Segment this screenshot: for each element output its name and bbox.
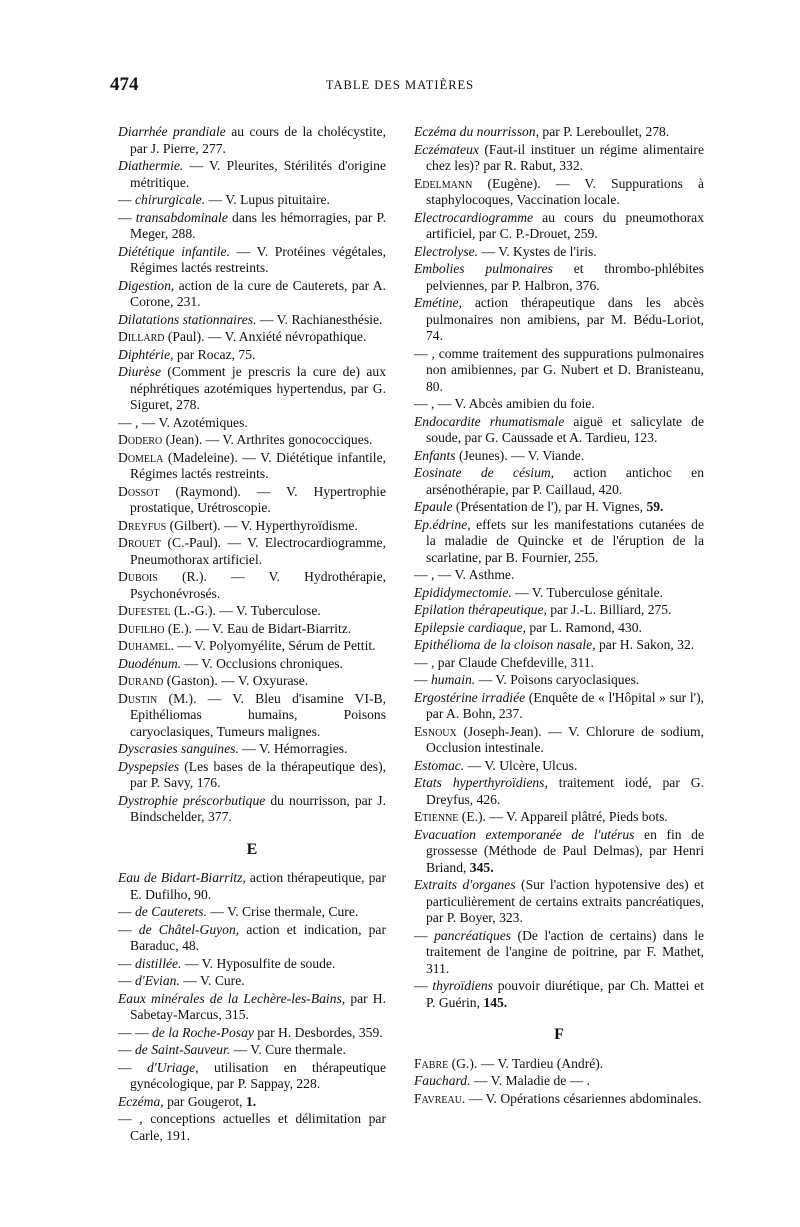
entry-heading: pancréatiques	[434, 927, 512, 943]
index-entry	[414, 261, 704, 294]
entry-heading: humain.	[431, 672, 476, 687]
index-entry	[414, 637, 704, 654]
section-letter: E	[246, 840, 258, 858]
index-entry	[414, 244, 704, 261]
index-entry	[414, 690, 704, 723]
index-entry	[414, 448, 704, 465]
entry-text: dans les hémorragies, par P. Meger, 288.	[130, 209, 386, 241]
index-entry	[118, 691, 386, 741]
entry-text: — , conceptions actuelles et délimitation par Carle, 191.	[118, 1111, 386, 1143]
entry-heading: Eczémateux	[414, 141, 479, 157]
entry-text: utilisation en thérapeutique gynécologique, par P. Sappay, 228.	[130, 1059, 386, 1091]
entry-text: (Sur l'action hypotensive des) et particulièrement de certains extraits pancréatiques, par P. Boyer, 323.	[426, 877, 704, 925]
entry-text: action de la cure de Cauterets, par A. Corone, 231.	[130, 277, 386, 309]
entry-heading: Fauchard.	[414, 1073, 471, 1088]
entry-heading: Dufilho	[118, 620, 165, 636]
entry-heading: de Châtel-Guyon,	[138, 921, 240, 937]
entry-heading: Eczéma du nourrisson,	[414, 124, 539, 139]
entry-text: pouvoir diurétique, par Ch. Mattei et P. Guérin,	[426, 978, 704, 1010]
entry-prefix: —	[118, 955, 135, 971]
entry-heading: Embolies pulmonaires	[414, 261, 553, 276]
entry-heading: Dodero	[118, 432, 163, 447]
entry-heading: Eau de Bidart-Biarritz,	[118, 870, 246, 885]
index-entry	[118, 793, 386, 826]
entry-prefix: —	[118, 192, 135, 207]
entry-text: (Jeunes). — V. Viande.	[455, 447, 585, 463]
index-entry	[414, 978, 704, 1011]
entry-prefix: — —	[118, 1024, 152, 1040]
entry-heading: Drouet	[118, 535, 162, 550]
entry-text: — V. Opérations césariennes abdominales.	[465, 1090, 702, 1106]
entry-heading: Duhamel.	[118, 638, 174, 653]
entry-text: aiguë et salicylate de soude, par G. Caussade et A. Tardieu, 123.	[426, 413, 704, 445]
section-letter: F	[554, 1026, 564, 1043]
index-entry	[118, 1025, 386, 1042]
index-entry	[118, 741, 386, 758]
index-entry	[414, 1091, 704, 1108]
index-entry	[414, 602, 704, 619]
entry-text: action thérapeutique, par E. Dufilho, 90.	[130, 870, 386, 902]
entry-heading: Dufestel	[118, 603, 171, 618]
entry-heading: Emétine,	[414, 295, 462, 310]
entry-text: en fin de grossesse (Méthode de Paul Delmas), par Henri Briand,	[426, 826, 704, 875]
index-entry	[118, 1042, 386, 1059]
index-entry	[414, 827, 704, 877]
entry-text: par P. Lereboullet, 278.	[539, 124, 670, 139]
entry-text: — V. Lupus pituitaire.	[205, 192, 330, 207]
entry-text: — V. Cure.	[179, 973, 245, 988]
entry-text: — V. Hémorragies.	[238, 741, 348, 756]
entry-heading: de la Roche-Posay	[151, 1024, 254, 1040]
entry-text: — V. Ulcère, Ulcus.	[464, 757, 578, 773]
entry-heading: Endocardite rhumatismale	[414, 413, 565, 429]
entry-heading: d'Evian.	[135, 973, 180, 988]
entry-heading: Digestion,	[118, 277, 175, 293]
page-number: 474	[110, 74, 139, 95]
index-entry	[414, 585, 704, 602]
entry-heading: Epididymectomie.	[414, 584, 512, 600]
entry-text: — , comme traitement des suppurations pulmonaires non amibiennes, par G. Nubert et D. Branisteanu, 80.	[414, 345, 704, 394]
index-entry	[414, 346, 704, 396]
index-entry	[118, 956, 386, 973]
entry-text: — V. Maladie de — .	[470, 1073, 591, 1088]
index-entry	[118, 312, 386, 329]
index-entry	[414, 877, 704, 927]
index-entry	[118, 1094, 386, 1111]
entry-text: — V. Tuberculose génitale.	[511, 584, 664, 600]
entry-heading: Evacuation extemporanée de l'utérus	[414, 826, 635, 842]
entry-heading: Dossot	[118, 483, 160, 499]
index-entry	[118, 904, 386, 921]
entry-text: — V. Kystes de l'iris.	[478, 243, 597, 259]
entry-text: (Raymond). — V. Hypertrophie prostatique, Urétroscopie.	[130, 483, 386, 515]
index-entry	[414, 176, 704, 209]
entry-text: — , — V. Abcès amibien du foie.	[414, 396, 595, 411]
entry-text: par H. Sakon, 32.	[595, 637, 695, 652]
index-entry	[118, 278, 386, 311]
entry-text: (Paul). — V. Anxiété névropathique.	[164, 329, 367, 344]
entry-heading: Electrolyse.	[414, 243, 479, 259]
entry-heading: de Saint-Sauveur.	[135, 1042, 231, 1057]
entry-text: — V. Protéines végétales, Régimes lactés restreints.	[130, 243, 386, 275]
entry-text: — , — V. Asthme.	[414, 567, 515, 582]
entry-prefix: —	[414, 672, 431, 687]
entry-text: (Présentation de l'), par H. Vignes,	[452, 499, 647, 514]
running-title: TABLE DES MATIÈRES	[325, 78, 475, 92]
left-column	[118, 124, 386, 1145]
index-entry	[414, 567, 704, 584]
index-entry	[118, 518, 386, 535]
entry-page-bold: 145.	[483, 994, 508, 1010]
entry-heading: Epilation thérapeutique,	[414, 602, 547, 617]
entry-heading: transabdominale	[135, 209, 228, 225]
entry-heading: Enfants	[414, 447, 456, 463]
index-entry	[414, 499, 704, 516]
index-entry	[414, 724, 704, 757]
entry-heading: Dubois	[118, 569, 158, 584]
index-entry	[118, 124, 386, 157]
index-entry	[118, 450, 386, 483]
entry-prefix: —	[118, 1042, 135, 1057]
index-entry	[414, 396, 704, 413]
entry-text: par H. Sabetay-Marcus, 315.	[130, 990, 386, 1022]
index-entry	[414, 210, 704, 243]
index-entry	[118, 638, 386, 655]
entry-heading: Epilepsie cardiaque,	[414, 619, 526, 635]
entry-heading: Dillard	[118, 329, 165, 344]
entry-text: — V. Pleurites, Stérilités d'origine métritique.	[130, 158, 386, 190]
index-entry	[118, 569, 386, 602]
entry-page-bold: 1.	[245, 1093, 257, 1109]
index-entry	[118, 656, 386, 673]
entry-text: (Gilbert). — V. Hyperthyroïdisme.	[166, 517, 358, 533]
index-entry	[118, 973, 386, 990]
entry-heading: Diphtérie,	[118, 346, 174, 362]
index-entry	[118, 1060, 386, 1093]
index-entry	[414, 295, 704, 345]
entry-heading: Epaule	[414, 499, 453, 514]
entry-text: action thérapeutique dans les abcès pulmonaires non amibiens, par M. Bédu-Loriot, 74.	[426, 295, 704, 343]
index-entry	[118, 347, 386, 364]
index-entry	[118, 432, 386, 449]
entry-text: — V. Cure thermale.	[230, 1042, 346, 1057]
index-entry	[118, 415, 386, 432]
entry-text: (L.-G.). — V. Tuberculose.	[170, 603, 321, 618]
index-entry	[414, 620, 704, 637]
entry-heading: Dilatations stationnaires.	[118, 311, 257, 327]
entry-text: — V. Hyposulfite de soude.	[181, 955, 336, 971]
entry-prefix: —	[118, 1059, 147, 1075]
entry-text: — V. Rachianesthésie.	[256, 311, 383, 327]
index-entry	[414, 775, 704, 808]
entry-heading: distillée.	[135, 955, 182, 971]
entry-heading: chirurgicale.	[135, 192, 206, 207]
entry-heading: Diathermie.	[118, 158, 184, 173]
entry-prefix: —	[414, 978, 433, 993]
entry-text: (R.). — V. Hydrothérapie, Psychonévrosés.	[130, 569, 386, 601]
index-entry	[118, 192, 386, 209]
entry-text: — V. Crise thermale, Cure.	[206, 904, 359, 919]
entry-text: (Gaston). — V. Oxyurase.	[163, 673, 309, 688]
index-entry	[414, 758, 704, 775]
index-entry	[414, 672, 704, 689]
entry-prefix: —	[118, 973, 135, 988]
index-entry	[414, 809, 704, 826]
index-entry	[118, 484, 386, 517]
entry-heading: Favreau.	[414, 1090, 466, 1106]
entry-text: (E.). — V. Appareil plâtré, Pieds bots.	[458, 809, 668, 824]
entry-heading: Dustin	[118, 690, 158, 706]
entry-text: et thrombo-phlébites pelviennes, par P. Halbron, 376.	[426, 261, 704, 293]
entry-heading: Domela	[118, 449, 164, 465]
index-entry	[118, 621, 386, 638]
index-entry	[118, 1111, 386, 1144]
entry-heading: Electrocardiogramme	[414, 209, 534, 225]
index-entry	[414, 655, 704, 672]
index-entry	[118, 603, 386, 620]
entry-prefix: —	[118, 209, 136, 225]
entry-text: (G.). — V. Tardieu (André).	[448, 1055, 604, 1071]
entry-text: — V. Polyomyélite, Sérum de Pettit.	[174, 638, 376, 653]
entry-heading: Edelmann	[414, 175, 473, 191]
entry-heading: Diarrhée prandiale	[118, 124, 226, 139]
entry-heading: Dreyfus	[118, 517, 167, 533]
entry-text: (M.). — V. Bleu d'isamine VI-B, Epithéliomas humains, Poisons caryoclasiques, Tumeurs malignes.	[130, 690, 386, 739]
entry-heading: Duodénum.	[118, 655, 182, 671]
entry-heading: Fabre	[414, 1055, 449, 1071]
entry-text: (Faut-il instituer un régime alimentaire chez les)? par R. Rabut, 332.	[426, 141, 704, 173]
entry-prefix: —	[414, 927, 435, 943]
entry-heading: d'Uriage,	[147, 1059, 199, 1075]
entry-heading: Dyscrasies sanguines.	[118, 741, 239, 756]
entry-text: (Enquête de « l'Hôpital » sur l'), par A. Bohn, 237.	[426, 689, 705, 721]
entry-text: (Jean). — V. Arthrites gonococciques.	[162, 432, 373, 447]
index-entry	[414, 1073, 704, 1090]
entry-text: par L. Ramond, 430.	[526, 619, 642, 635]
entry-prefix: —	[118, 904, 135, 919]
index-entry	[118, 922, 386, 955]
entry-page-bold: 59.	[646, 499, 664, 514]
entry-heading: Eaux minérales de la Lechère-les-Bains,	[118, 990, 346, 1006]
index-entry	[414, 465, 704, 498]
index-entry	[118, 535, 386, 568]
entry-heading: Eczéma,	[118, 1093, 164, 1109]
index-entry	[414, 1056, 704, 1073]
entry-text: — , — V. Azotémiques.	[118, 414, 248, 430]
entry-text: action et indication, par Baraduc, 48.	[130, 921, 386, 953]
entry-text: — , par Claude Chefdeville, 311.	[414, 654, 594, 670]
index-entry	[414, 928, 704, 978]
entry-heading: Etienne	[414, 809, 459, 824]
entry-heading: Durand	[118, 673, 164, 688]
entry-text: par Gougerot,	[163, 1093, 246, 1109]
entry-text: (De l'action de certains) dans le traitement de l'angine de poitrine, par F. Mathet, 311.	[426, 927, 705, 976]
entry-text: effets sur les manifestations cutanées de la maladie de Quincke et de l'éruption de la scarlatine, par B. Fournier, 255.	[426, 516, 704, 565]
index-entry	[118, 329, 386, 346]
entry-heading: Extraits d'organes	[414, 877, 516, 892]
entry-text: (C.-Paul). — V. Electrocardiogramme, Pneumothorax artificiel.	[130, 535, 386, 567]
entry-text: — V. Occlusions chroniques.	[181, 655, 343, 671]
entry-heading: Epithélioma de la cloison nasale,	[414, 637, 596, 652]
page-header	[0, 74, 800, 98]
entry-text: par J.-L. Billiard, 275.	[546, 602, 672, 617]
entry-text: par H. Desbordes, 359.	[253, 1024, 383, 1040]
index-entry	[118, 870, 386, 903]
entry-heading: Eosinate de césium,	[414, 465, 555, 480]
entry-heading: Diurèse	[118, 364, 162, 379]
entry-heading: Dyspepsies	[118, 758, 180, 774]
entry-heading: Etats hyperthyroïdiens,	[414, 775, 548, 790]
entry-text: au cours de la cholécystite, par J. Pierre, 277.	[130, 124, 386, 156]
index-entry	[118, 364, 386, 414]
entry-text: (Comment je prescris la cure de) aux néphrétiques azotémiques hypertendus, par G. Siguret, 278.	[130, 364, 386, 412]
entry-prefix: —	[118, 921, 139, 937]
entry-heading: de Cauterets.	[135, 904, 207, 919]
index-entry	[118, 244, 386, 277]
entry-text: (Joseph-Jean). — V. Chlorure de sodium, Occlusion intestinale.	[426, 723, 704, 755]
entry-text: (Eugène). — V. Suppurations à staphylocoques, Vaccination locale.	[426, 175, 704, 207]
entry-text: (Madeleine). — V. Diététique infantile, Régimes lactés restreints.	[130, 449, 386, 481]
index-entry	[118, 210, 386, 243]
entry-text: — V. Poisons caryoclasiques.	[475, 672, 640, 687]
entry-heading: Esnoux	[414, 723, 457, 739]
index-entry	[414, 517, 704, 567]
index-entry	[414, 124, 704, 141]
entry-page-bold: 345.	[469, 859, 494, 875]
entry-text: au cours du pneumothorax artificiel, par C. P.-Drouet, 259.	[426, 209, 704, 241]
entry-text: traitement iodé, par G. Dreyfus, 426.	[426, 775, 704, 807]
entry-heading: Ep.édrine,	[414, 516, 471, 532]
right-column	[414, 124, 704, 1108]
entry-heading: Diététique infantile.	[118, 243, 230, 259]
index-entry	[118, 991, 386, 1024]
index-entry	[118, 158, 386, 191]
entry-text: par Rocaz, 75.	[173, 346, 256, 362]
entry-heading: Dystrophie préscorbutique	[118, 792, 266, 808]
index-entry	[414, 142, 704, 175]
entry-heading: Ergostérine irradiée	[414, 689, 526, 705]
entry-text: (E.). — V. Eau de Bidart-Biarritz.	[164, 620, 352, 636]
entry-heading: thyroïdiens	[432, 978, 493, 993]
index-entry	[118, 673, 386, 690]
entry-text: action antichoc en arsénothérapie, par P. Caillaud, 420.	[426, 465, 704, 497]
index-entry	[414, 414, 704, 447]
entry-heading: Estomac.	[414, 757, 465, 773]
entry-text: du nourrisson, par J. Bindschelder, 377.	[130, 792, 386, 824]
index-entry	[118, 759, 386, 792]
entry-text: (Les bases de la thérapeutique des), par P. Savy, 176.	[130, 758, 386, 790]
